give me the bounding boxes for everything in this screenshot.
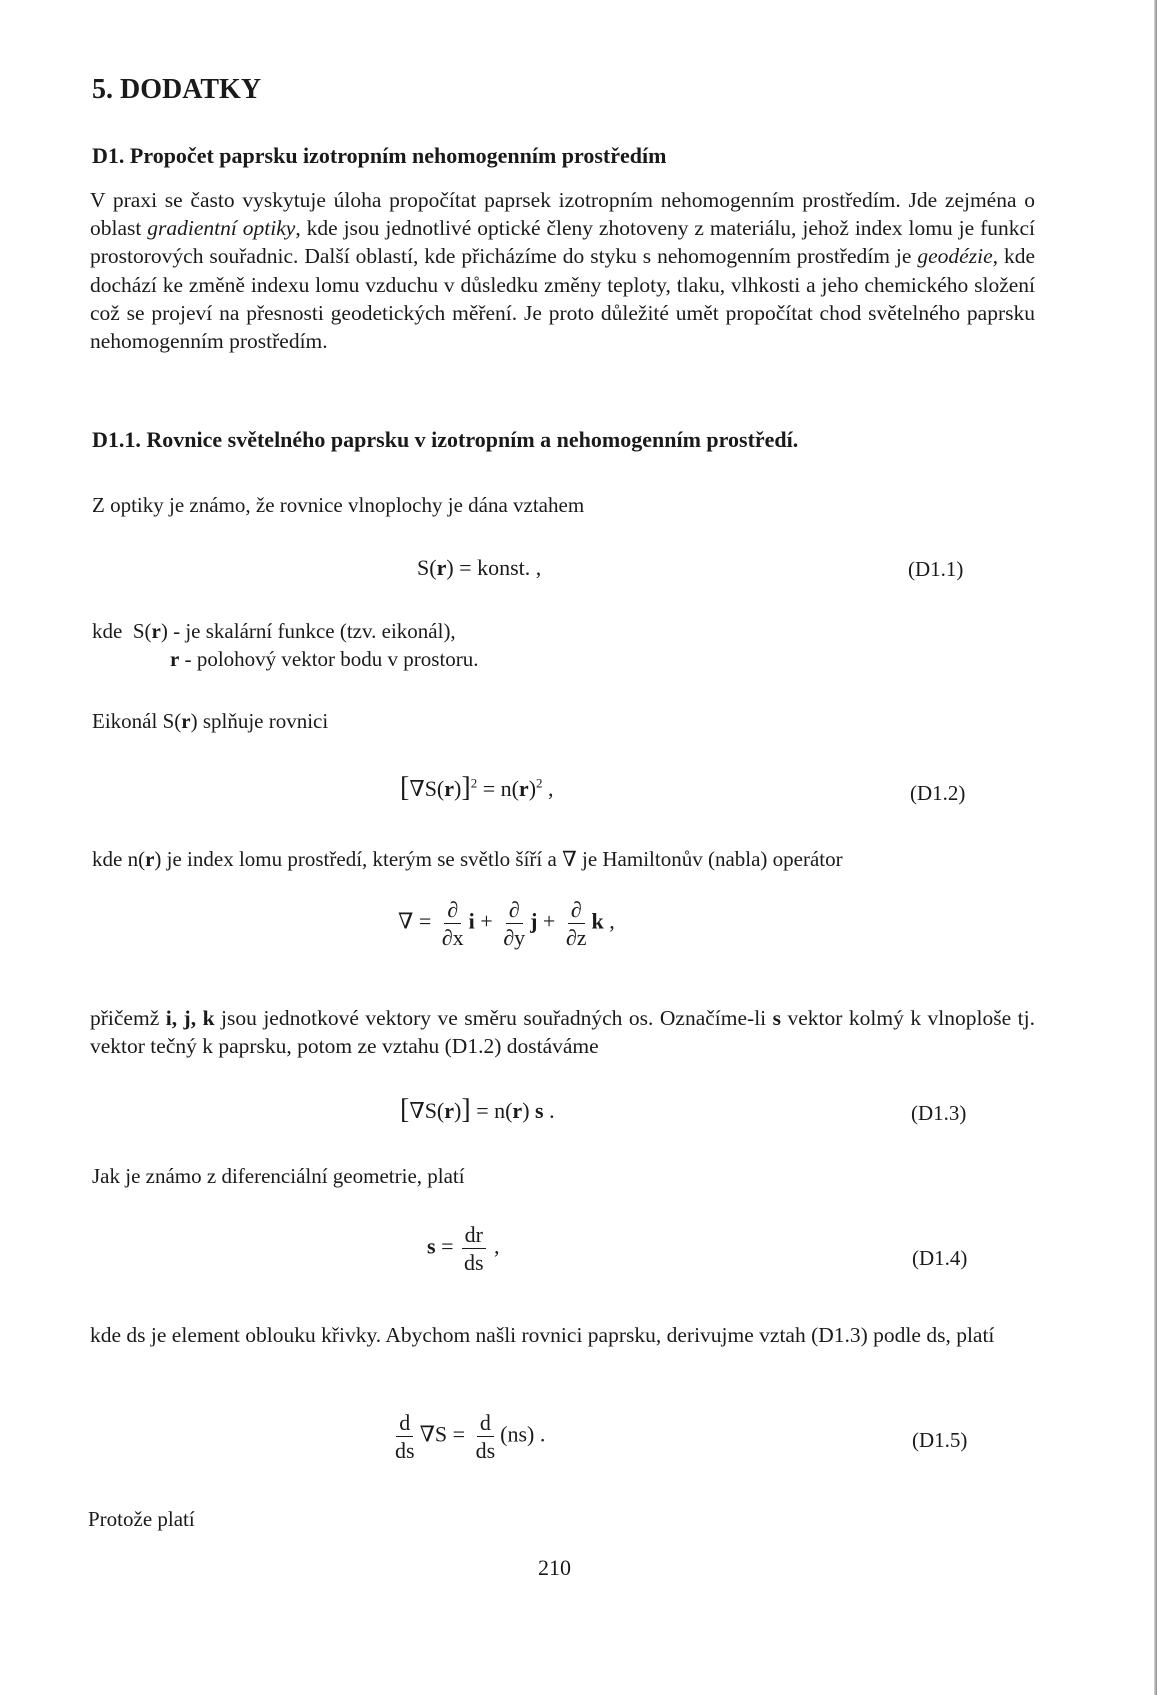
equation-number-d1-3: (D1.3)	[911, 1101, 967, 1125]
equation-d1-4: s = $\frac{dr}{ds}$ ,	[427, 1222, 500, 1276]
equation-number-d1-2: (D1.2)	[910, 781, 966, 805]
equation-number-d1-1: (D1.1)	[908, 557, 964, 581]
page-number: 210	[538, 1555, 571, 1580]
section-title: 5. DODATKY	[92, 74, 262, 105]
equation-number-d1-4: (D1.4)	[912, 1246, 968, 1270]
where-item-eikonal: kde S(r) - je skalární funkce (tzv. eikonál),	[92, 619, 456, 643]
text-wavefront-intro: Z optiky je známo, že rovnice vlnoplochy je dána vztahem	[92, 493, 585, 517]
text-differential-geometry: Jak je známo z diferenciální geometrie, platí	[92, 1164, 465, 1188]
text-since: Protože platí	[88, 1507, 195, 1531]
term-gradient-optics: gradientní optiky	[147, 216, 296, 241]
equation-d1-1: S(r) = konst. ,	[417, 555, 542, 580]
text-unit-vectors: přičemž i, j, k jsou jednotkové vektory ve směru souřadných os. Označíme-li s vektor kolmý k vlnoploše tj. vektor tečný k paprsku, potom ze vztahu (D1.2) dostáváme	[90, 1006, 1035, 1059]
equation-d1-5: $\frac{d}{ds}$ ∇S = $\frac{d}{ds}$ (ns) .	[395, 1410, 546, 1464]
text-arc-element: kde ds je element oblouku křivky. Abychom našli rovnici paprsku, derivujme vztah (D1.3) podle ds, platí	[90, 1323, 995, 1347]
heading-d1: D1. Propočet paprsku izotropním nehomogenním prostředím	[92, 143, 667, 168]
where-item-position-vector: r - polohový vektor bodu v prostoru.	[170, 647, 479, 671]
equation-number-d1-5: (D1.5)	[912, 1428, 968, 1452]
equation-nabla: ∇ = $\frac{\partial}{\partial x}$ i + $\frac{\partial}{\partial y}$ j + $\frac{\partial}{\partial z}$ k ,	[398, 897, 615, 951]
text-nabla-operator: kde n(r) je index lomu prostředí, kterým se světlo šíří a ∇ je Hamiltonův (nabla) operátor	[92, 847, 843, 871]
heading-d1-1: D1.1. Rovnice světelného paprsku v izotropním a nehomogenním prostředí.	[92, 427, 799, 452]
equation-d1-2: $[\nabla S(r)]^2 = n(r)^2$ ,	[400, 772, 554, 803]
text-eikonal-equation: Eikonál S(r) splňuje rovnici	[92, 709, 329, 733]
intro-paragraph: V praxi se často vyskytuje úloha propočítat paprsek izotropním nehomogenním prostředím. Jde zejména o oblast gradientní optiky, kde jsou jednotlivé optické členy zhotoveny z materiálu, jehož index lomu je funkcí prostorových souřadnic. Další oblastí, kde přicházíme do styku s nehomogenním prostředím je geodézie, kde dochází ke změně indexu lomu vzduchu v důsledku změny teploty, tlaku, vlhkosti a jeho chemického složení což se projeví na přesnosti geodetických měření. Je proto důležité umět propočítat chod světelného paprsku nehomogenním prostředím.	[90, 188, 1035, 354]
equation-d1-3: [∇S(r)] = n(r) s .	[400, 1094, 555, 1125]
term-geodesy: geodézie	[917, 244, 993, 269]
